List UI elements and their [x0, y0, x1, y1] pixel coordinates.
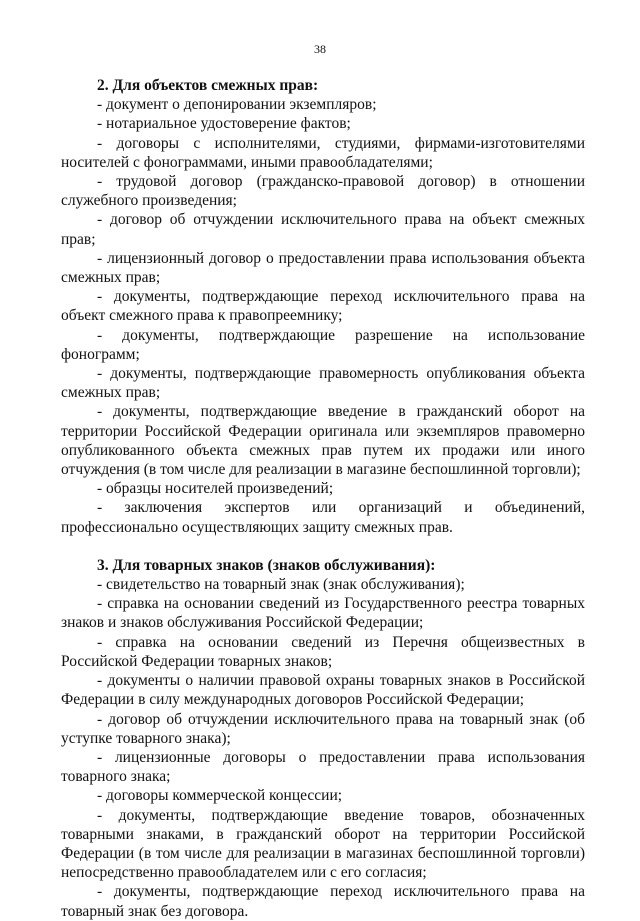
section-heading-trademarks: 3. Для товарных знаков (знаков обслуживания): [97, 556, 436, 574]
list-item: - лицензионные договоры о предоставлении права использования товарного знака; [61, 748, 585, 786]
list-item: - договоры с исполнителями, студиями, фирмами-изготовителями носителей с фонограммами, иными правообладателями; [61, 134, 585, 171]
list-item: - документы, подтверждающие введение в гражданский оборот на территории Российской Федерации оригинала или экземпляров правомерно опубликованного объекта смежных прав путем их продажи или иного отчуждения (в том числе для реализации в магазине беспошлинной торговли); [61, 403, 585, 479]
list-item: - документ о депонировании экземпляров; [97, 96, 377, 114]
list-item: - документы, подтверждающие разрешение на использование фонограмм; [61, 326, 585, 363]
list-item: - документы, подтверждающие переход исключительного права на объект смежного права к правопреемнику; [61, 288, 585, 325]
list-item: - лицензионный договор о предоставлении права использования объекта смежных прав; [61, 249, 585, 287]
list-item: - справка на основании сведений из Перечня общеизвестных в Российской Федерации товарных знаков; [61, 633, 585, 670]
list-item: - договор об отчуждении исключительного права на объект смежных прав; [61, 211, 585, 248]
section-heading-related-rights: 2. Для объектов смежных прав: [97, 77, 319, 94]
list-item: - образцы носителей произведений; [97, 480, 334, 498]
list-item: - договор об отчуждении исключительного права на товарный знак (об уступке товарного знака); [61, 710, 585, 747]
section-spacer [61, 537, 585, 556]
list-item: - справка на основании сведений из Государственного реестра товарных знаков и знаков обслуживания Российской Федерации; [61, 595, 585, 632]
page-number: 38 [314, 42, 326, 56]
list-item: - свидетельство на товарный знак (знак обслуживания); [97, 576, 465, 594]
list-item: - документы, подтверждающие правомерность опубликования объекта смежных прав; [61, 365, 585, 402]
list-item: - нотариальное удостоверение фактов; [97, 115, 351, 133]
list-item: - документы, подтверждающие введение товаров, обозначенных товарными знаками, в гражданский оборот на территории Российской Федерации (в том числе для реализации в магазинах беспошлинной торговли) непосредственно правообладателем или с его согласия; [61, 806, 585, 882]
list-item: - договоры коммерческой концессии; [97, 787, 343, 805]
list-item: - заключения экспертов или организаций и объединений, профессионально осуществляющих защиту смежных прав. [61, 499, 585, 536]
list-item: - документы о наличии правовой охраны товарных знаков в Российской Федерации в силу международных договоров Российской Федерации; [61, 672, 585, 709]
list-item: - трудовой договор (гражданско-правовой договор) в отношении служебного произведения; [61, 173, 585, 210]
document-body [61, 76, 585, 921]
list-item: - документы, подтверждающие переход исключительного права на товарный знак без договора. [61, 883, 585, 920]
